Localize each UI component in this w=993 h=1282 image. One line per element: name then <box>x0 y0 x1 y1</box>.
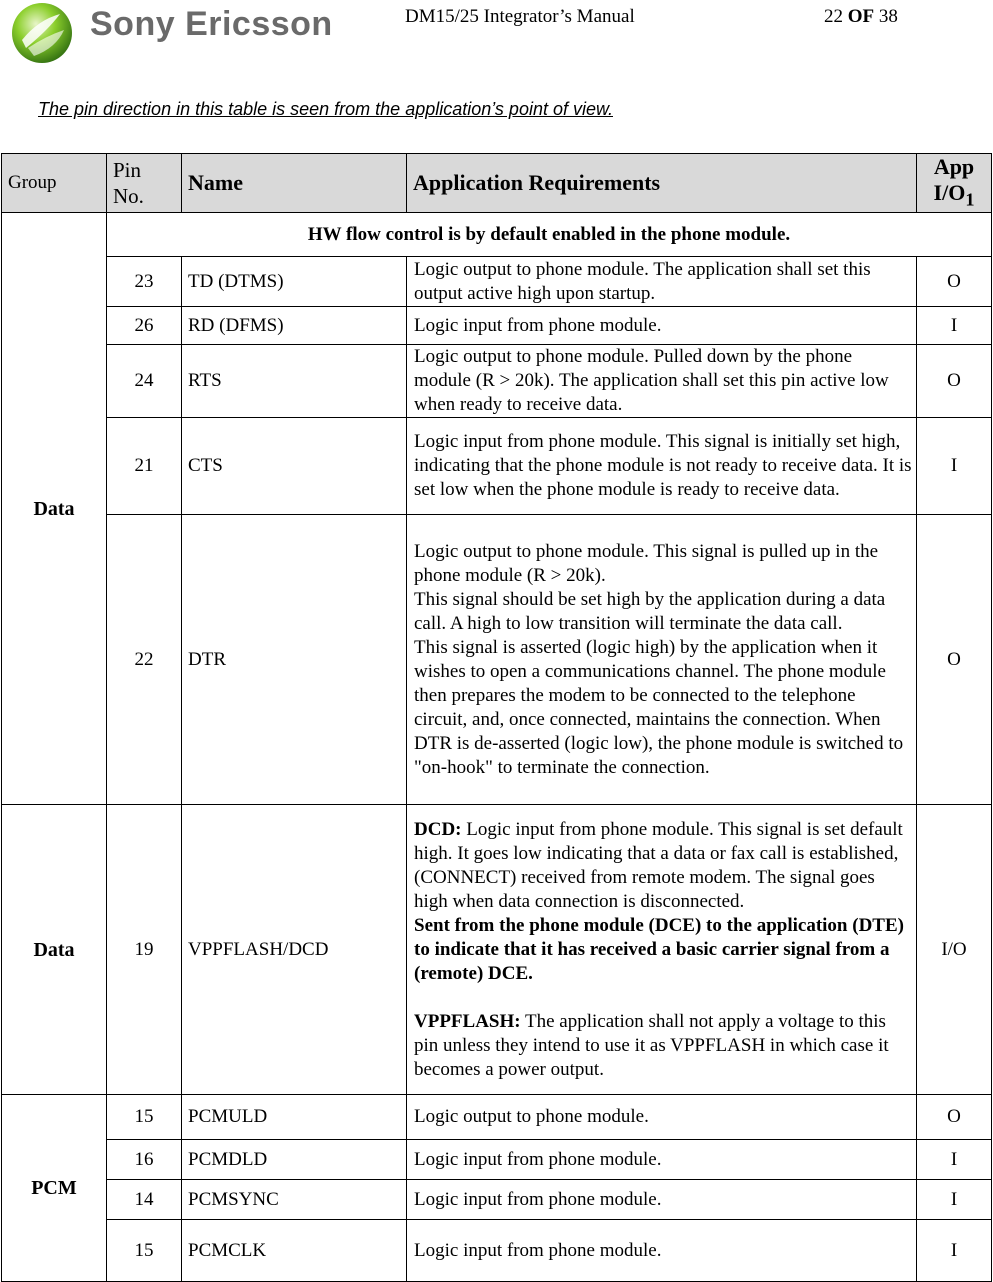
pin-number: 16 <box>107 1140 182 1180</box>
pin-table <box>1 153 992 1282</box>
table-header-row <box>2 154 992 213</box>
pin-requirement: Logic input from phone module. <box>407 307 917 345</box>
pin-io: I <box>917 1180 992 1220</box>
pin-name: CTS <box>182 418 407 515</box>
header-io <box>917 154 992 213</box>
header-io-line1: App <box>933 154 975 179</box>
dcd-label: DCD: <box>414 818 462 840</box>
table-direction-note: The pin direction in this table is seen from the application’s point of view. <box>38 99 613 119</box>
pin-name: PCMDLD <box>182 1140 407 1180</box>
page-header <box>0 0 993 70</box>
header-io-line2: I/O <box>933 180 966 205</box>
pin-requirement: Logic output to phone module. Pulled down by the phone module (R > 20k). The application shall set this pin active low when ready to receive data. <box>407 345 917 418</box>
pin-io: O <box>917 257 992 307</box>
pin-name: TD (DTMS) <box>182 257 407 307</box>
pin-io: I <box>917 1140 992 1180</box>
pin-name: RD (DFMS) <box>182 307 407 345</box>
pin-io: I <box>917 1220 992 1282</box>
sony-ericsson-logo <box>6 0 333 64</box>
brand-wordmark: Sony Ericsson <box>90 5 333 43</box>
pin-requirement <box>407 515 917 805</box>
table-row <box>2 1140 992 1180</box>
pin-requirement: Logic input from phone module. <box>407 1220 917 1282</box>
table-row <box>2 418 992 515</box>
pin-requirement: Logic output to phone module. The application shall set this output active high upon startup. <box>407 257 917 307</box>
header-io-footnote: 1 <box>965 189 975 210</box>
table-row <box>2 257 992 307</box>
dcd-description: Logic input from phone module. This signal is set default high. It goes low indicating that a data or fax call is established, (CONNECT) received from remote modem. The signal goes high when data connection is disconnected. <box>414 818 903 912</box>
dtr-paragraph-3: This signal is asserted (logic high) by the application when it wishes to open a communications channel. The phone module then prepares the modem to be connected to the telephone circuit, and, once connected, maintains the connection. When DTR is de-asserted (logic low), the phone module is switched to "on-hook" to terminate the connection. <box>414 636 904 778</box>
dtr-paragraph-2: This signal should be set high by the application during a data call. A high to low transition will terminate the data call. <box>414 588 886 634</box>
group-cell-data: Data <box>2 805 107 1095</box>
table-row <box>2 213 992 257</box>
pin-requirement: Logic input from phone module. <box>407 1140 917 1180</box>
pin-io: I <box>917 418 992 515</box>
group-cell-pcm: PCM <box>2 1095 107 1282</box>
header-requirements: Application Requirements <box>407 154 917 213</box>
pin-number: 15 <box>107 1220 182 1282</box>
pin-number: 23 <box>107 257 182 307</box>
group-cell-data: Data <box>2 213 107 805</box>
table-row <box>2 1220 992 1282</box>
pin-io: I/O <box>917 805 992 1095</box>
pin-number: 14 <box>107 1180 182 1220</box>
pin-name: PCMSYNC <box>182 1180 407 1220</box>
table-row <box>2 1180 992 1220</box>
pin-name: RTS <box>182 345 407 418</box>
pin-io: I <box>917 307 992 345</box>
pin-number: 15 <box>107 1095 182 1140</box>
header-group: Group <box>2 154 107 213</box>
pin-name: PCMULD <box>182 1095 407 1140</box>
flow-control-note: HW flow control is by default enabled in the phone module. <box>107 213 992 257</box>
document-title: DM15/25 Integrator’s Manual <box>405 6 635 27</box>
sony-ericsson-globe-icon <box>8 0 78 64</box>
table-row <box>2 515 992 805</box>
table-row <box>2 345 992 418</box>
pin-requirement: Logic input from phone module. <box>407 1180 917 1220</box>
vppflash-description: The application shall not apply a voltage to this pin unless they intend to use it as VPPFLASH in which case it becomes a power output. <box>414 1010 889 1080</box>
header-name: Name <box>182 154 407 213</box>
table-row <box>2 1095 992 1140</box>
table-row <box>2 307 992 345</box>
pin-number: 22 <box>107 515 182 805</box>
vppflash-label: VPPFLASH: <box>414 1010 521 1032</box>
pin-number: 26 <box>107 307 182 345</box>
pin-number: 21 <box>107 418 182 515</box>
page-total: 38 <box>878 6 898 27</box>
dtr-paragraph-1: Logic output to phone module. This signal is pulled up in the phone module (R > 20k). <box>414 540 879 586</box>
header-pin-line1: Pin <box>113 158 142 183</box>
pin-io: O <box>917 515 992 805</box>
page-number <box>824 6 898 28</box>
pin-requirement <box>407 805 917 1095</box>
pin-name: VPPFLASH/DCD <box>182 805 407 1095</box>
pin-io: O <box>917 1095 992 1140</box>
pin-number: 19 <box>107 805 182 1095</box>
page-of: OF <box>847 6 875 27</box>
pin-name: DTR <box>182 515 407 805</box>
pin-requirement: Logic input from phone module. This signal is initially set high, indicating that the phone module is not ready to receive data. It is set low when the phone module is ready to receive data. <box>407 418 917 515</box>
dcd-bold-note: Sent from the phone module (DCE) to the application (DTE) to indicate that it has received a basic carrier signal from a (remote) DCE. <box>414 914 904 984</box>
pin-requirement: Logic output to phone module. <box>407 1095 917 1140</box>
pin-io: O <box>917 345 992 418</box>
pin-name: PCMCLK <box>182 1220 407 1282</box>
page-current: 22 <box>824 6 843 27</box>
header-pin <box>107 154 182 213</box>
header-pin-line2: No. <box>113 184 144 209</box>
vppflash-paragraph <box>414 1010 912 1082</box>
pin-number: 24 <box>107 345 182 418</box>
table-row <box>2 805 992 1095</box>
